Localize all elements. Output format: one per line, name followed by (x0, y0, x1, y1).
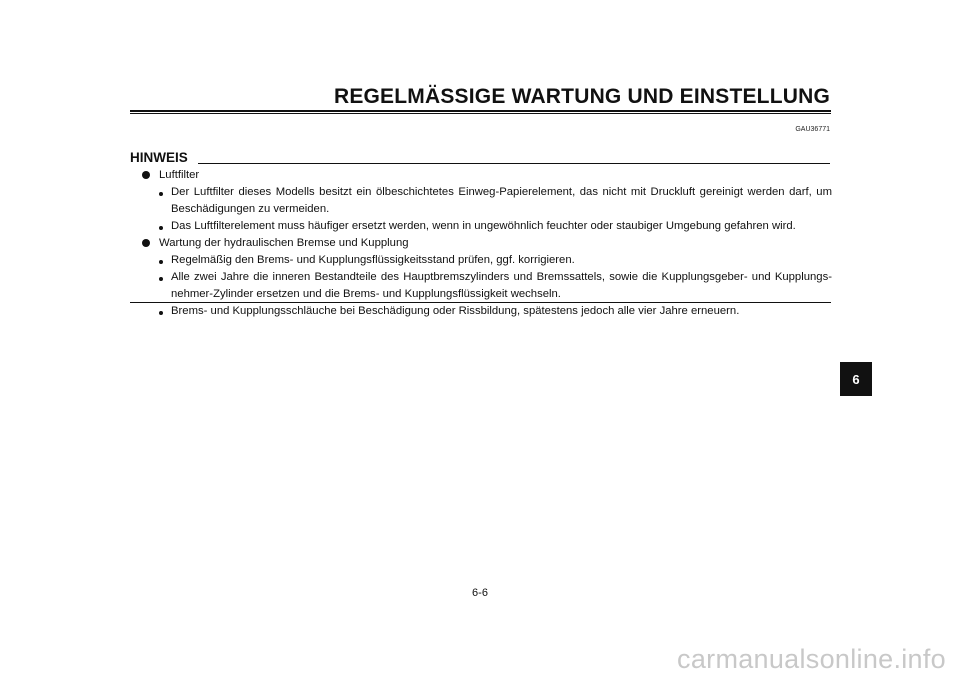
list-item-text: Das Luftfilterelement muss häufiger ersetzt werden, wenn in ungewöhnlich feuchter oder staubiger Umgebung gefahren wird. (171, 220, 796, 232)
note-section-brake-clutch (142, 235, 832, 320)
small-bullet-icon (159, 277, 163, 281)
list-item-text: Regelmäßig den Brems- und Kupplungsflüssigkeitsstand prüfen, ggf. korrigieren. (171, 254, 575, 266)
small-bullet-icon (159, 311, 163, 315)
note-rule-top (198, 163, 830, 164)
section-label: Luftfilter (159, 169, 200, 181)
bullet-icon (142, 239, 150, 247)
list-item (142, 303, 832, 320)
section-label: Wartung der hydraulischen Bremse und Kupplung (159, 237, 409, 249)
section-heading (142, 167, 832, 184)
section-heading (142, 235, 832, 252)
document-code: GAU36771 (795, 126, 830, 133)
list-item-text: Brems- und Kupplungsschläuche bei Beschädigung oder Rissbildung, spätestens jedoch alle vier Jahre erneuern. (171, 305, 740, 317)
small-bullet-icon (159, 192, 163, 196)
title-rule (130, 110, 831, 114)
watermark: carmanualsonline.info (677, 644, 946, 674)
small-bullet-icon (159, 226, 163, 230)
list-item (142, 269, 832, 303)
page-number: 6-6 (472, 587, 488, 599)
small-bullet-icon (159, 260, 163, 264)
list-item-text: Alle zwei Jahre die inneren Bestandteile des Hauptbremszylinders und Bremssattels, sowie die Kupplungsgeber- und Kupplungs-nehmer-Zylinder ersetzen und die Brems- und Kupplungsflüssigkeit wechseln. (171, 271, 832, 300)
list-item (142, 184, 832, 218)
list-item (142, 252, 832, 269)
bullet-icon (142, 171, 150, 179)
note-rule-bottom (130, 302, 831, 303)
note-body (142, 167, 832, 320)
note-heading: HINWEIS (130, 150, 188, 165)
chapter-tab: 6 (840, 362, 872, 396)
page-title: REGELMÄSSIGE WARTUNG UND EINSTELLUNG (333, 85, 830, 108)
list-item-text: Der Luftfilter dieses Modells besitzt ein ölbeschichtetes Einweg-Papierelement, das nicht mit Druckluft gereinigt werden darf, um Beschädigungen zu vermeiden. (171, 186, 832, 215)
note-section-air-filter (142, 167, 832, 235)
list-item (142, 218, 832, 235)
